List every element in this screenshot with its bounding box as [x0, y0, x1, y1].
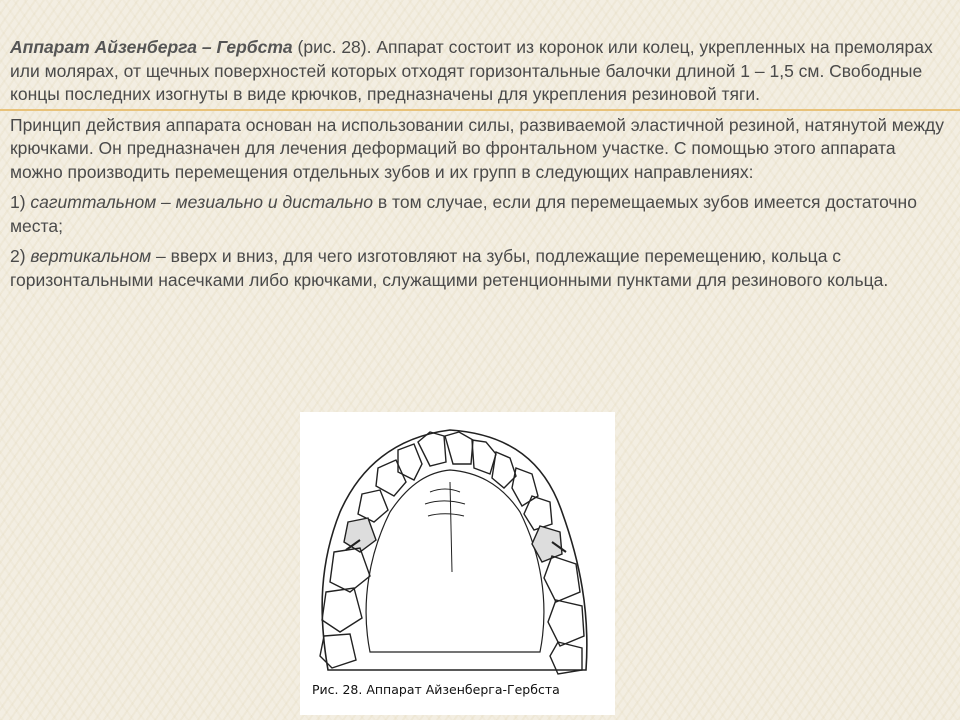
list-item-vertical	[10, 245, 945, 292]
paragraph-intro	[10, 36, 945, 107]
item-italic: вертикальном –	[25, 246, 166, 266]
list-item-sagittal	[10, 191, 945, 238]
item-text: в том случае, если для перемещаемых зубов имеется достаточно места;	[10, 192, 917, 236]
intro-text: (рис. 28). Аппарат состоит из коронок или колец, укрепленных на премолярах или молярах, от щечных поверхностей которых отходят горизонтальные балочки длиной 1 – 1,5 см. Свободные концы последних изогнуты в виде крючков, предназначены для укрепления резиновой тяги.	[10, 37, 933, 104]
slide-content	[10, 36, 945, 299]
dental-arch-illustration	[300, 412, 615, 680]
item-number: 2)	[10, 246, 26, 266]
apparatus-title: Аппарат Айзенберга – Гербста	[10, 37, 293, 57]
item-number: 1)	[10, 192, 26, 212]
item-italic: сагиттальном – мезиально и дистально	[25, 192, 373, 212]
figure-caption: Рис. 28. Аппарат Айзенберга-Гербста	[312, 682, 560, 697]
figure-28	[300, 412, 615, 715]
paragraph-principle: Принцип действия аппарата основан на использовании силы, развиваемой эластичной резиной, натянутой между крючками. Он предназначен для лечения деформаций во фронтальном участке. С помощью этого аппарата можно производить перемещения отдельных зубов и их групп в следующих направлениях:	[10, 114, 945, 182]
item-text: вверх и вниз, для чего изготовляют на зубы, подлежащие перемещению, кольца с горизонтальными насечками либо крючками, служащими ретенционными пунктами для резинового кольца.	[10, 246, 889, 290]
